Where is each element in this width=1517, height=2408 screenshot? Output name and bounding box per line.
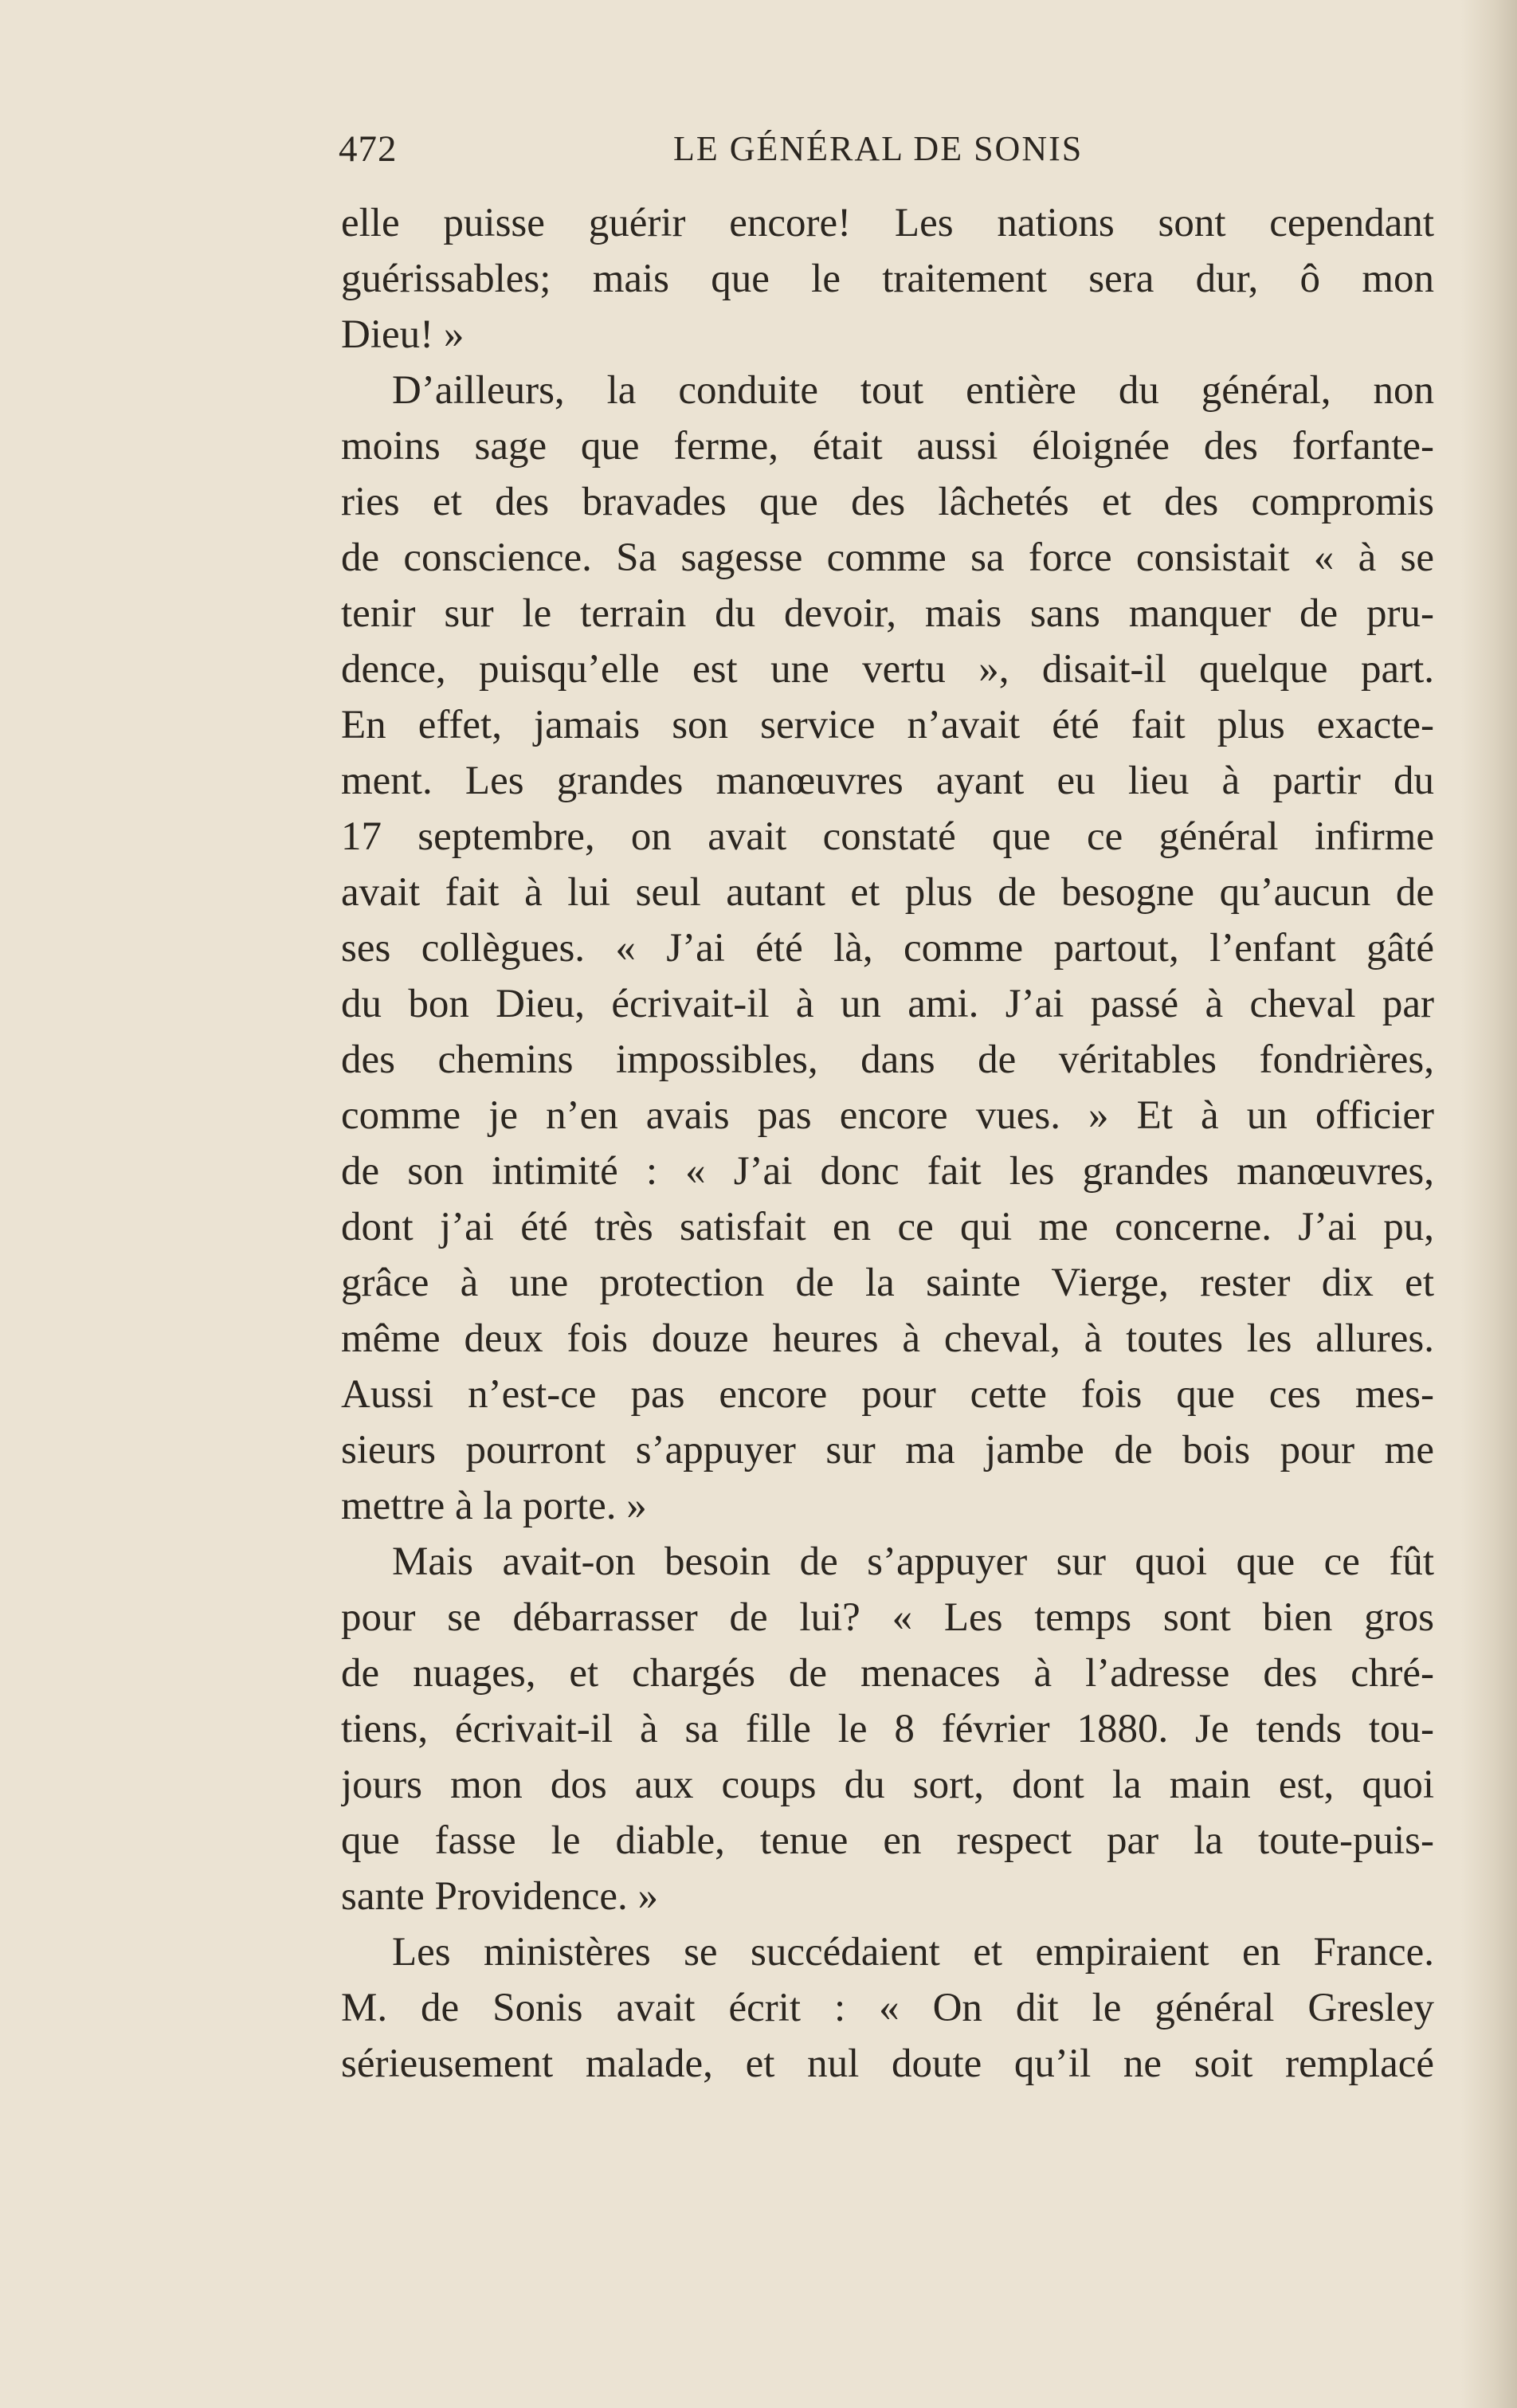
text-line: D’ailleurs, la conduite tout entière du général, non <box>392 368 1434 413</box>
text-line: Dieu! » <box>341 312 465 357</box>
text-line: tenir sur le terrain du devoir, mais sans manquer de pru- <box>341 591 1434 636</box>
text-line: mettre à la porte. » <box>341 1484 647 1528</box>
text-line: ment. Les grandes manœuvres ayant eu lieu à partir du <box>341 759 1434 803</box>
text-line: de conscience. Sa sagesse comme sa force consistait « à se <box>341 535 1434 580</box>
text-line: comme je n’en avais pas encore vues. » Et à un officier <box>341 1093 1434 1138</box>
text-line: sérieusement malade, et nul doute qu’il ne soit remplacé <box>341 2041 1434 2086</box>
running-title: LE GÉNÉRAL DE SONIS <box>673 129 1084 168</box>
text-line: jours mon dos aux coups du sort, dont la main est, quoi <box>341 1763 1434 1807</box>
text-line: du bon Dieu, écrivait-il à un ami. J’ai passé à cheval par <box>341 982 1434 1026</box>
text-line: Mais avait-on besoin de s’appuyer sur quoi que ce fût <box>392 1539 1434 1584</box>
text-line: dence, puisqu’elle est une vertu », disait-il quelque part. <box>341 647 1434 692</box>
body-text <box>341 195 1434 2092</box>
text-line: que fasse le diable, tenue en respect par la toute-puis- <box>341 1818 1434 1863</box>
text-line: moins sage que ferme, était aussi éloignée des forfante- <box>341 424 1434 469</box>
text-line: avait fait à lui seul autant et plus de besogne qu’aucun de <box>341 870 1434 915</box>
text-line: même deux fois douze heures à cheval, à toutes les allures. <box>341 1316 1434 1361</box>
text-line: dont j’ai été très satisfait en ce qui me concerne. J’ai pu, <box>341 1205 1434 1249</box>
running-head <box>339 121 1438 177</box>
page-edge-shadow <box>1461 0 1517 2408</box>
text-line: ries et des bravades que des lâchetés et des compromis <box>341 480 1434 524</box>
text-line: de son intimité : « J’ai donc fait les grandes manœuvres, <box>341 1149 1434 1194</box>
text-line: de nuages, et chargés de menaces à l’adresse des chré- <box>341 1651 1434 1696</box>
text-line: guérissables; mais que le traitement sera dur, ô mon <box>341 257 1434 301</box>
page-number: 472 <box>339 128 398 170</box>
text-line: des chemins impossibles, dans de véritables fondrières, <box>341 1037 1434 1082</box>
text-line: pour se débarrasser de lui? « Les temps sont bien gros <box>341 1595 1434 1640</box>
text-line: M. de Sonis avait écrit : « On dit le général Gresley <box>341 1986 1434 2030</box>
text-line: sante Providence. » <box>341 1874 658 1919</box>
text-line: Aussi n’est-ce pas encore pour cette fois que ces mes- <box>341 1372 1434 1417</box>
text-line: En effet, jamais son service n’avait été fait plus exacte- <box>341 703 1434 747</box>
text-line: ses collègues. « J’ai été là, comme partout, l’enfant gâté <box>341 926 1434 971</box>
text-line: sieurs pourront s’appuyer sur ma jambe de bois pour me <box>341 1428 1434 1473</box>
text-line: 17 septembre, on avait constaté que ce général infirme <box>341 814 1434 859</box>
text-line: tiens, écrivait-il à sa fille le 8 février 1880. Je tends tou- <box>341 1707 1434 1751</box>
text-line: Les ministères se succédaient et empiraient en France. <box>392 1930 1434 1975</box>
text-line: elle puisse guérir encore! Les nations sont cependant <box>341 201 1434 245</box>
text-line: grâce à une protection de la sainte Vierge, rester dix et <box>341 1261 1434 1305</box>
